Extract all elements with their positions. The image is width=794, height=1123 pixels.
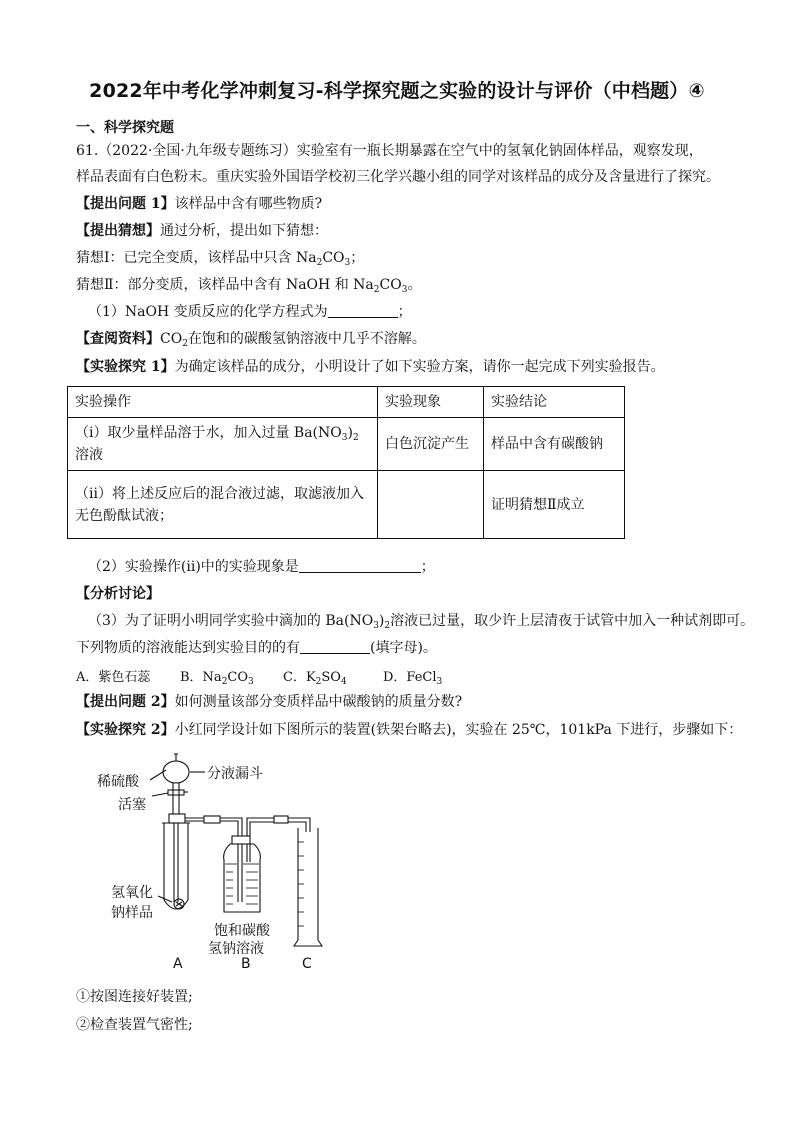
- solution-label-line-2: 氢钠溶液: [208, 941, 264, 957]
- analysis-tag: 【分析讨论】: [76, 586, 160, 602]
- table-row: [68, 471, 625, 539]
- question-3-text: （3）为了证明小明同学实验中滴加的 Ba(NO: [88, 613, 374, 629]
- test-tube-a: [164, 823, 188, 909]
- row-1-operation: [68, 418, 378, 471]
- question-3-text: 下列物质的溶液能达到实验目的的有: [76, 640, 300, 656]
- analysis-heading: [76, 584, 160, 604]
- subscript: 3: [341, 433, 348, 443]
- option-c-text: C．K: [283, 670, 316, 685]
- reference-tag: 【查阅资料】: [76, 331, 160, 347]
- label-b: B: [241, 956, 251, 972]
- subscript: 2: [315, 677, 322, 687]
- guess-2-line: [76, 275, 421, 295]
- subscript: 2: [352, 433, 359, 443]
- question-1-text: （1）NaOH 变质反应的化学方程式为: [88, 304, 328, 320]
- guess-line: [76, 221, 328, 241]
- guess-1-formula: CO: [322, 250, 345, 266]
- ask-2-text: 如何测量该部分变质样品中碳酸钠的质量分数?: [174, 694, 463, 710]
- answer-blank-1[interactable]: [328, 303, 398, 318]
- subscript: 3: [373, 621, 379, 631]
- punctuation: 。: [407, 277, 422, 293]
- question-1-line: [88, 302, 412, 322]
- row-2-conclusion: 证明猜想Ⅱ成立: [484, 471, 625, 539]
- row-1-conclusion: 样品中含有碳酸钠: [484, 418, 625, 471]
- reference-text: 在饱和的碳酸氢钠溶液中几乎不溶解。: [187, 331, 426, 347]
- page-title: 2022年中考化学冲刺复习-科学探究题之实验的设计与评价（中档题）④: [89, 80, 705, 102]
- dilute-sulfuric-acid-label: 稀硫酸: [97, 774, 139, 790]
- table-header-row: [68, 387, 625, 418]
- question-3-text: (填字母)。: [370, 640, 437, 656]
- solution-label-line-1: 饱和碳酸: [214, 923, 270, 939]
- step-1: ①按图连接好装置;: [76, 989, 193, 1005]
- header-phenomenon: 实验现象: [378, 387, 484, 418]
- guess-1-text: 猜想Ⅰ：已完全变质，该样品中只含 Na: [76, 250, 317, 266]
- table-row: [68, 418, 625, 471]
- option-b-text: CO: [227, 670, 249, 685]
- experiment-2-line: [76, 720, 742, 740]
- subscript: 3: [436, 677, 443, 687]
- separating-funnel-label: 分液漏斗: [207, 766, 263, 782]
- ask-2-line: [76, 692, 462, 712]
- experiment-report-table: [67, 386, 625, 539]
- row-1-phenomenon: 白色沉淀产生: [378, 418, 484, 471]
- cell-text: （ⅰ）取少量样品溶于水，加入过量 Ba(NO: [75, 425, 342, 441]
- question-3-line-2: [76, 638, 437, 658]
- option-b[interactable]: [180, 666, 283, 685]
- measuring-cylinder-c: [294, 828, 322, 946]
- subscript: 3: [401, 285, 408, 295]
- experiment-2-tag: 【实验探究 2】: [76, 722, 175, 738]
- experiment-2-text: 小红同学设计如下图所示的装置(铁架台略去)，实验在 25℃，101kPa 下进行，步骤如下：: [174, 722, 743, 738]
- answer-blank-2[interactable]: [299, 558, 421, 573]
- subscript: 2: [221, 677, 228, 687]
- experiment-1-text: 为确定该样品的成分，小明设计了如下实验方案，请你一起完成下列实验报告。: [174, 359, 665, 375]
- stopcock-label: 活塞: [118, 797, 146, 813]
- guess-text: 通过分析，提出如下猜想：: [160, 223, 328, 239]
- label-a: A: [173, 956, 183, 972]
- label-c: C: [302, 956, 312, 972]
- funnel-bulb: [163, 761, 189, 783]
- section-heading: 一、科学探究题: [76, 120, 174, 136]
- option-b-text: B．Na: [180, 670, 222, 685]
- sample-label-line-1: 氢氧化: [111, 885, 153, 901]
- option-c[interactable]: [283, 666, 383, 685]
- row-2-operation: （ⅱ）将上述反应后的混合液过滤，取滤液加入无色酚酞试液；: [68, 471, 378, 539]
- experiment-1-tag: 【实验探究 1】: [76, 359, 175, 375]
- ask-2-tag: 【提出问题 2】: [76, 694, 175, 710]
- subscript: 3: [344, 258, 351, 268]
- option-d[interactable]: [383, 666, 442, 685]
- valve-stopcock: [168, 790, 184, 795]
- subscript: 2: [316, 258, 323, 268]
- apparatus-diagram: [92, 752, 332, 974]
- question-3-line: [88, 611, 754, 631]
- subscript: 3: [248, 677, 254, 687]
- row-2-phenomenon-blank[interactable]: [378, 471, 484, 539]
- question-intro-line-2: 样品表面有白色粉末。重庆实验外国语学校初三化学兴趣小组的同学对该样品的成分及含量进行了探究。: [76, 169, 720, 185]
- experiment-1-line: [76, 357, 665, 377]
- cell-text: ): [347, 425, 353, 441]
- question-2-line: [88, 557, 435, 577]
- subscript: 2: [182, 339, 188, 349]
- punctuation: ；: [350, 250, 365, 266]
- guess-tag: 【提出猜想】: [76, 223, 160, 239]
- subscript: 2: [373, 285, 380, 295]
- header-operation: 实验操作: [68, 387, 378, 418]
- ask-1-text: 该样品中含有哪些物质?: [174, 196, 323, 212]
- cell-text: 溶液: [75, 447, 103, 463]
- guess-1-line: [76, 248, 364, 268]
- question-2-text: （2）实验操作(ⅱ)中的实验现象是: [88, 559, 299, 575]
- question-intro-line-1: 61.（2022·全国·九年级专题练习）实验室有一瓶长期暴露在空气中的氢氧化钠固体样品，观察发现，: [76, 143, 703, 159]
- guess-2-formula: CO: [379, 277, 402, 293]
- reference-line: [76, 329, 426, 349]
- sample-label-line-2: 钠样品: [111, 905, 153, 921]
- ask-1-line: [76, 194, 322, 214]
- step-2: ②检查装置气密性;: [76, 1017, 193, 1033]
- header-conclusion: 实验结论: [484, 387, 625, 418]
- option-a[interactable]: A．紫色石蕊: [76, 670, 151, 685]
- reference-formula: CO: [160, 331, 183, 347]
- subscript: 2: [384, 621, 391, 631]
- option-d-text: D．FeCl: [383, 670, 437, 685]
- guess-2-text: 猜想Ⅱ：部分变质，该样品中含有 NaOH 和 Na: [76, 277, 374, 293]
- option-c-text: SO: [321, 670, 341, 685]
- answer-blank-3[interactable]: [300, 639, 370, 654]
- punctuation: ；: [420, 559, 435, 575]
- answer-options: [76, 666, 442, 685]
- ask-1-tag: 【提出问题 1】: [76, 196, 175, 212]
- question-3-text: 溶液已过量，取少许上层清夜于试管中加入一种试剂即可。: [390, 613, 755, 629]
- question-3-text: ): [378, 613, 385, 629]
- subscript: 4: [340, 677, 347, 687]
- punctuation: ；: [397, 304, 412, 320]
